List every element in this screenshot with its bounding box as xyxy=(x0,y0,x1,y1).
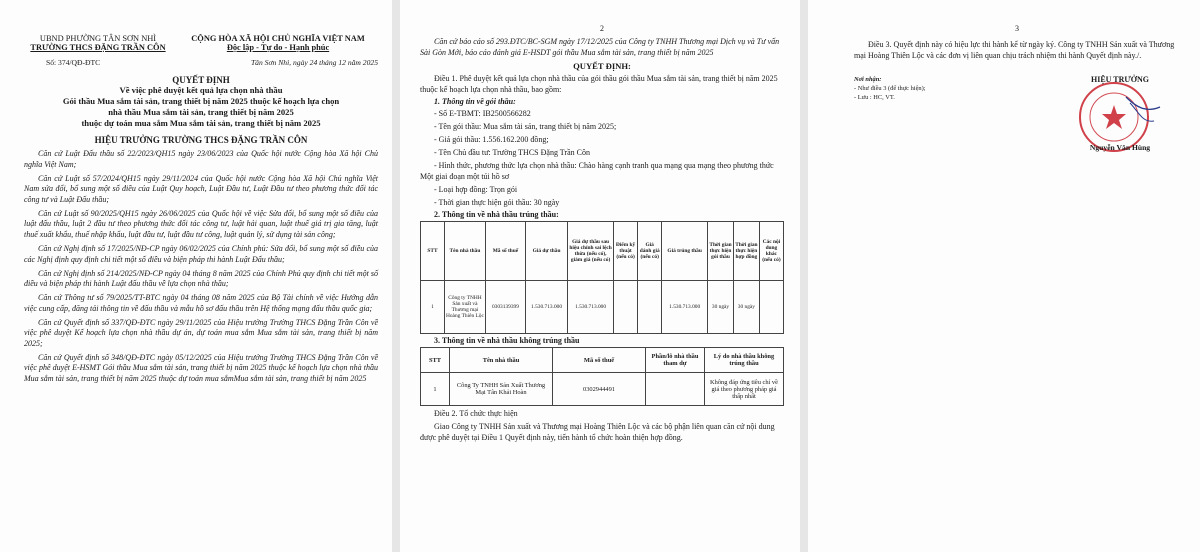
legal-basis-item: Căn cứ Nghị định số 214/2025/NĐ-CP ngày 04 tháng 8 năm 2025 của Chính Phủ quy định chi tiết một số điều và biện pháp thi hành Luật đấu thầu về lựa chọn nhà thầu; xyxy=(24,268,378,289)
table-cell: 1.530.713.000 xyxy=(568,281,614,334)
package-info-item: - Tên gói thầu: Mua sắm tài sản, trang thiết bị năm 2025; xyxy=(434,122,617,132)
document-meta xyxy=(24,58,378,67)
table-cell: Công ty TNHH Sản xuất và Thương mại Hoàng Thiên Lộc xyxy=(444,281,485,334)
legal-basis-item: Căn cứ Thông tư số 79/2025/TT-BTC ngày 04 tháng 08 năm 2025 của Bộ Tài chính về việc Hướng dẫn việc cung cấp, đăng tải thông tin về đấu thầu và mẫu hồ sơ đấu thầu trên Hệ thống mạng đấu thầu quốc gia; xyxy=(24,293,378,313)
article-2-body: Giao Công ty TNHH Sản xuất và Thương mại Hoàng Thiên Lộc và các bộ phận liên quan căn cứ nội dung được phê duyệt tại Điều 1 Quyết định này, tiến hành tổ chức hoàn thiện hợp đồng. xyxy=(420,422,775,443)
table-header: Mã số thuế xyxy=(553,348,646,373)
decision-heading: QUYẾT ĐỊNH: xyxy=(573,61,631,72)
national-motto: Độc lập - Tự do - Hạnh phúc xyxy=(226,43,330,52)
table-header: Mã số thuế xyxy=(485,222,525,281)
article-1: Điều 1. Phê duyệt kết quả lựa chọn nhà thầu của gói thầu gói thầu Mua sắm tài sản, trang thiết bị năm 2025 thuộc kế hoạch lựa chọn nhà thầu, bao gồm: xyxy=(420,74,778,95)
legal-basis-item: Căn cứ Luật số 90/2025/QH15 ngày 26/06/2025 của Quốc hội về việc Sửa đổi, bổ sung một số điều của luật đấu thầu, luật 2 đầu tư theo phương thức đối tác công tư, luật hải quan, luật thuế giá trị gia tăng, luật thuế xuất khẩu, thuế nhập khẩu, luật đầu tư, luật đầu tư công, luật quản lý, sử dụng tài sản công; xyxy=(24,208,378,239)
subject-line: nhà thầu Mua sắm tài sản, trang thiết bị năm 2025 xyxy=(108,107,294,117)
legal-bases xyxy=(24,149,378,385)
page-2 xyxy=(400,0,800,552)
table-header: Các nội dung khác (nếu có) xyxy=(759,222,783,281)
subject-line: Gói thầu Mua sắm tài sản, trang thiết bị năm 2025 thuộc kế hoạch lựa chọn xyxy=(62,96,340,106)
page-gap xyxy=(800,0,808,552)
document-header xyxy=(24,34,378,52)
page-number: 3 xyxy=(1015,24,1019,33)
table-header: STT xyxy=(421,348,450,373)
table-cell: 1.530.713.000 xyxy=(662,281,708,334)
legal-basis-item: Căn cứ Quyết định số 337/QĐ-ĐTC ngày 29/11/2025 của Hiệu trưởng Trường THCS Đặng Trần Côn về việc phê duyệt Kế hoạch lựa chọn nhà thầu dự án, dự toán mua sắm Mua sắm tài sản, trang thiết bị năm 2025; xyxy=(24,317,378,348)
table-header: Tên nhà thầu xyxy=(450,348,553,373)
table-cell xyxy=(759,281,783,334)
document-number: Số: 374/QĐ-ĐTC xyxy=(46,58,101,67)
package-info-item: - Thời gian thực hiện gói thầu: 30 ngày xyxy=(434,198,560,208)
article-3: Điều 3. Quyết định này có hiệu lực thi hành kể từ ngày ký. Công ty TNHH Sản xuất và Thương mại Hoàng Thiên Lộc và các đơn vị liên quan chịu trách nhiệm thi hành Quyết định này./. xyxy=(854,40,1175,60)
issuing-authority: HIỆU TRƯỞNG TRƯỜNG THCS ĐẶNG TRẦN CÔN xyxy=(94,135,308,145)
table-cell: 0303139399 xyxy=(485,281,525,334)
agency-name: UBND PHƯỜNG TÂN SƠN NHÌ xyxy=(39,34,157,43)
legal-basis-item: Căn cứ Luật Đấu thầu số 22/2023/QH15 ngày 23/06/2023 của Quốc hội nước Cộng hòa Xã hội Chủ nghĩa Việt Nam; xyxy=(24,149,378,169)
table-header: Thời gian thực hiện gói thầu xyxy=(708,222,734,281)
table-cell xyxy=(614,281,638,334)
table-header-row xyxy=(421,222,784,281)
table-cell: 30 ngày xyxy=(733,281,759,334)
table-header: Giá trúng thầu xyxy=(662,222,708,281)
signature-block xyxy=(1060,75,1180,155)
official-seal-icon xyxy=(1076,77,1164,153)
table-cell xyxy=(638,281,662,334)
package-info-item: - Hình thức, phương thức lựa chọn nhà thầu: Chào hàng cạnh tranh qua mạng qua mạng theo phương thức Một giai đoạn một túi hồ sơ xyxy=(420,161,774,182)
table-cell: Không đáp ứng tiêu chí về giá theo phương pháp giá thấp nhất xyxy=(705,373,784,406)
recipients-heading: Nơi nhận: xyxy=(854,76,882,83)
section-package-info: 1. Thông tin về gói thầu: xyxy=(434,97,516,107)
table-row xyxy=(421,281,784,334)
table-header: Giá đánh giá (nếu có) xyxy=(638,222,662,281)
package-info-item: - Tên Chủ đầu tư: Trường THCS Đặng Trần Côn xyxy=(434,148,590,158)
document-subject xyxy=(24,85,378,129)
article-2: Điều 2. Tổ chức thực hiện xyxy=(434,409,518,419)
table-header: Phần/lô nhà thầu tham dự xyxy=(646,348,705,373)
page-3 xyxy=(808,0,1200,552)
document-type: QUYẾT ĐỊNH xyxy=(172,75,230,85)
table-cell: 1.530.713.000 xyxy=(525,281,567,334)
page-number: 2 xyxy=(600,24,604,33)
table-header: STT xyxy=(421,222,445,281)
table-cell: 1 xyxy=(421,373,450,406)
subject-line: Về việc phê duyệt kết quả lựa chọn nhà thầu xyxy=(119,85,283,95)
table-header: Điểm kỹ thuật (nếu có) xyxy=(614,222,638,281)
losing-bidder-table xyxy=(420,347,784,406)
legal-basis-item: Căn cứ Quyết định số 348/QĐ-ĐTC ngày 05/12/2025 của Hiệu trưởng Trường THCS Đặng Trần Côn về việc phê duyệt E-HSMT Gói thầu Mua sắm tài sản, trang thiết bị năm 2025 thuộc kế hoạch lựa chọn nhà thầu Mua sắm tài sản, trang thiết bị năm 2025 thuộc dự toán mua sắmMua sắm tài sản, trang thiết bị năm 2025 xyxy=(24,352,378,384)
table-cell: 1 xyxy=(421,281,445,334)
legal-basis-item: Căn cứ Nghị định số 17/2025/NĐ-CP ngày 06/02/2025 của Chính phủ: Sửa đổi, bổ sung một số điều của các Nghị định quy định chi tiết một số điều và biện pháp thi hành Luật Đấu thầu; xyxy=(24,243,378,264)
table-cell: 0302944491 xyxy=(553,373,646,406)
table-header: Lý do nhà thầu không trúng thầu xyxy=(705,348,784,373)
nation-name: CỘNG HÒA XÃ HỘI CHỦ NGHĨA VIỆT NAM xyxy=(191,34,365,43)
recipient-item: - Như điều 3 (để thực hiện); xyxy=(854,85,926,92)
table-header: Tên nhà thầu xyxy=(444,222,485,281)
recipient-item: - Lưu : HC, VT. xyxy=(854,94,895,101)
table-cell: 30 ngày xyxy=(708,281,734,334)
table-header-row xyxy=(421,348,784,373)
signer-name: Nguyễn Văn Hùng xyxy=(1089,143,1151,152)
table-header: Giá dự thầu sau hiệu chỉnh sai lệch thừa (nếu có), giảm giá (nếu có) xyxy=(568,222,614,281)
package-info-item: - Loại hợp đồng: Trọn gói xyxy=(434,185,518,195)
winning-bidder-table xyxy=(420,221,784,334)
table-cell xyxy=(646,373,705,406)
page-gap xyxy=(392,0,400,552)
signer-title: HIỆU TRƯỞNG xyxy=(1090,75,1149,84)
closing-block xyxy=(854,75,1180,155)
package-info-item: - Số E-TBMT: IB2500566282 xyxy=(434,109,531,119)
report-basis: Căn cứ báo cáo số 293.ĐTC/BC-SGM ngày 17/12/2025 của Công ty TNHH Thương mại Dịch vụ và Tư vấn Sài Gòn Mới, báo cáo đánh giá E-HSDT gói thầu Mua sắm tài sản, trang thiết bị năm 2025 xyxy=(420,37,780,57)
section-winning-bidder: 2. Thông tin về nhà thầu trúng thầu: xyxy=(434,210,559,220)
subject-line: thuộc dự toán mua sắm Mua sắm tài sản, trang thiết bị năm 2025 xyxy=(81,118,321,128)
recipients xyxy=(854,75,1004,155)
package-info-item: - Giá gói thầu: 1.556.162.200 đồng; xyxy=(434,135,549,145)
school-name: TRƯỜNG THCS ĐẶNG TRẦN CÔN xyxy=(30,43,166,52)
document-date: Tân Sơn Nhì, ngày 24 tháng 12 năm 2025 xyxy=(250,58,378,67)
table-row xyxy=(421,373,784,406)
page-1 xyxy=(0,0,392,552)
table-cell: Công Ty TNHH Sản Xuất Thương Mại Tân Khải Hoàn xyxy=(450,373,553,406)
table-header: Giá dự thầu xyxy=(525,222,567,281)
section-losing-bidder: 3. Thông tin về nhà thầu không trúng thầu xyxy=(434,336,580,346)
legal-basis-item: Căn cứ Luật số 57/2024/QH15 ngày 29/11/2024 của Quốc hội nước Cộng hòa Xã hội Chủ nghĩa Việt Nam sửa đổi, bổ sung một số điều của Luật Quy hoạch, Luật Đầu tư, Luật Đầu tư theo phương thức đối tác công tư và Luật Đấu thầu; xyxy=(24,173,378,204)
table-header: Thời gian thực hiện hợp đồng xyxy=(733,222,759,281)
